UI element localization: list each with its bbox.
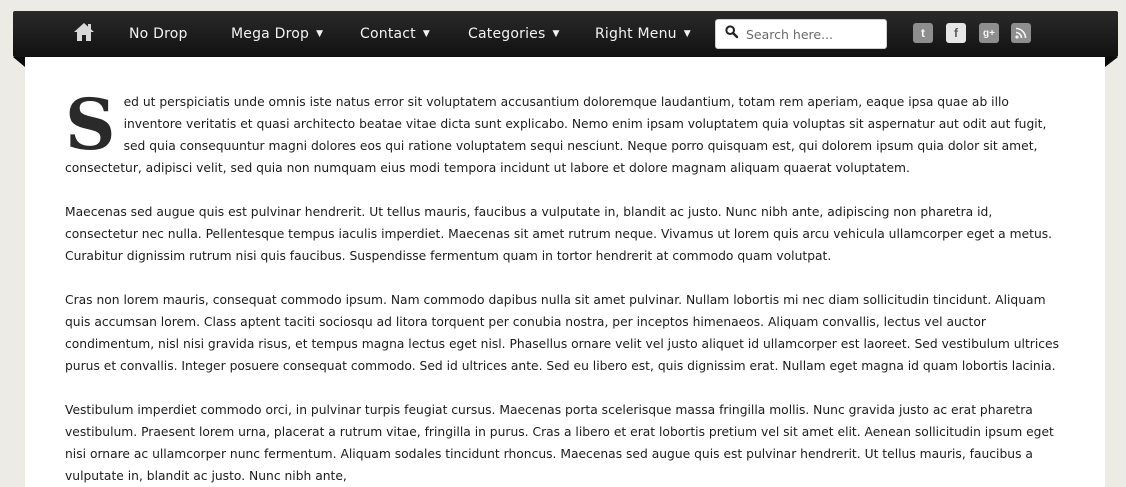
google-plus-icon[interactable]: [979, 23, 999, 43]
navbar-fold-left: [13, 57, 25, 67]
nav-item-label: Contact: [360, 26, 416, 42]
nav-item-categories[interactable]: [468, 11, 560, 57]
nav-item-label: Mega Drop: [231, 26, 310, 42]
nav-item-label: Categories: [468, 26, 546, 42]
chevron-down-icon: ▼: [316, 29, 324, 39]
nav-item-right-menu[interactable]: [595, 11, 691, 57]
rss-glyph: [1015, 27, 1027, 39]
search-icon: [725, 25, 738, 43]
nav-item-label: Right Menu: [595, 26, 677, 42]
main-navbar: [13, 11, 1118, 57]
paragraph-text: ed ut perspiciatis unde omnis iste natus error sit voluptatem accusantium doloremque laudantium, totam rem aperiam, eaque ipsa quae ab illo inventore veritatis et quasi architecto beatae vitae dicta sunt explicabo. Nemo enim ipsam voluptatem quia voluptas sit aspernatur aut odit aut fugit, sed quia consequuntur magni dolores eos qui ratione voluptatem sequi nesciunt. Neque porro quisquam est, qui dolorem ipsum quia dolor sit amet, consectetur, adipisci velit, sed quia non numquam eius modi tempora incidunt ut labore et dolore magnam aliquam quaerat voluptatem.: [65, 95, 1047, 175]
paragraph: Cras non lorem mauris, consequat commodo ipsum. Nam commodo dapibus nulla sit amet pulvinar. Nullam lobortis mi nec diam sollicitudin tincidunt. Aliquam quis accumsan lorem. Class aptent taciti sociosqu ad litora torquent per conubia nostra, per inceptos himenaeos. Aliquam convallis, lectus vel auctor condimentum, nisl nisi gravida risus, et tempus magna lectus eget nisl. Phasellus ornare velit vel justo aliquet id ullamcorper est laoreet. Sed vestibulum ultrices purus et convallis. Integer posuere consequat commodo. Sed id ultrices ante. Sed eu libero est, quis dignissim erat. Nullam eget magna id quam lobortis lacinia.: [65, 293, 1059, 373]
facebook-glyph: f: [954, 26, 958, 40]
nav-item-no-drop[interactable]: [129, 11, 188, 57]
article-content: [25, 57, 1105, 487]
dropcap-letter: S: [65, 83, 116, 166]
search-input[interactable]: [746, 27, 876, 42]
search-box: [715, 19, 887, 49]
facebook-icon[interactable]: [946, 23, 966, 43]
rss-icon[interactable]: [1011, 23, 1031, 43]
chevron-down-icon: ▼: [683, 29, 691, 39]
twitter-icon[interactable]: [913, 23, 933, 43]
nav-item-mega-drop[interactable]: [231, 11, 323, 57]
navbar-fold-right: [1105, 57, 1118, 67]
chevron-down-icon: ▼: [422, 29, 430, 39]
home-icon: [73, 22, 95, 47]
chevron-down-icon: ▼: [552, 29, 560, 39]
paragraph: Maecenas sed augue quis est pulvinar hendrerit. Ut tellus mauris, faucibus a vulputate in, blandit ac justo. Nunc nibh ante, adipiscing non pharetra id, consectetur nec nulla. Pellentesque tempus iaculis imperdiet. Maecenas sit amet rutrum neque. Vivamus ut lorem quis arcu vehicula ullamcorper eget a metus. Curabitur dignissim rutrum nisi quis faucibus. Suspendisse fermentum quam in tortor hendrerit at commodo quam volutpat.: [65, 205, 1053, 263]
nav-item-contact[interactable]: [360, 11, 430, 57]
home-button[interactable]: [59, 11, 109, 57]
paragraph: Vestibulum imperdiet commodo orci, in pulvinar turpis feugiat cursus. Maecenas porta scelerisque massa fringilla mollis. Nunc gravida justo ac erat pharetra vestibulum. Praesent lorem urna, placerat a rutrum vitae, fringilla in purus. Cras a libero et erat lobortis pretium vel sit amet elit. Aenean sollicitudin ipsum eget nisi ornare ac ullamcorper nunc fermentum. Aliquam sodales tincidunt rhoncus. Maecenas sed augue quis est pulvinar hendrerit. Ut tellus mauris, faucibus a vulputate in, blandit ac justo. Nunc nibh ante,: [65, 403, 1054, 483]
paragraph: [65, 83, 1065, 179]
nav-item-label: No Drop: [129, 26, 188, 42]
twitter-glyph: t: [921, 26, 925, 40]
google-plus-glyph: g+: [983, 27, 995, 39]
